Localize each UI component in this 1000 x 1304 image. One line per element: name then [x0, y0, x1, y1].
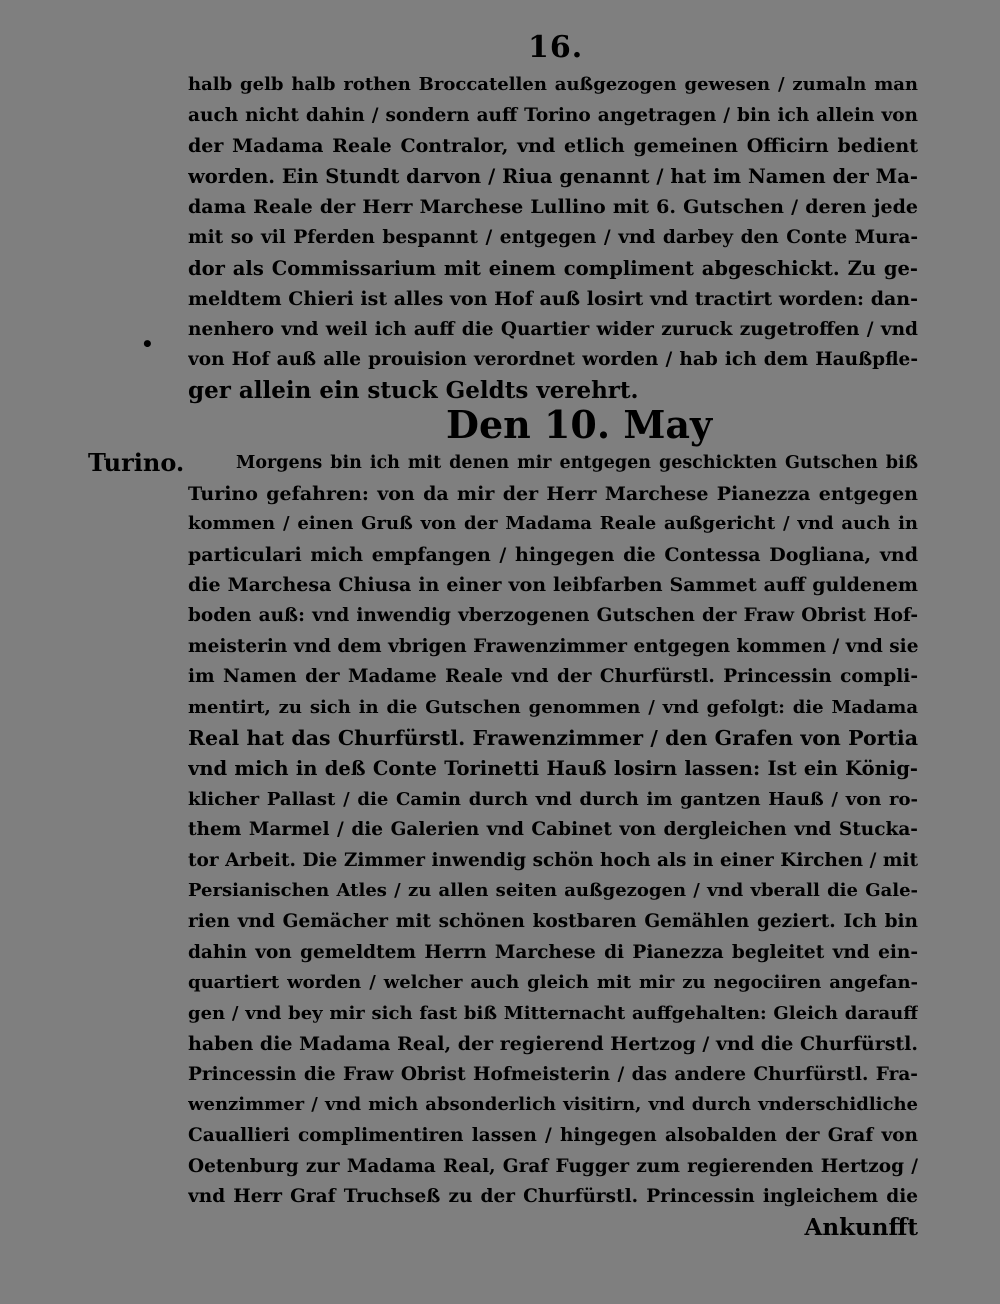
text-line: nenhero vnd weil ich auff die Quartier wider zuruck zugetroffen / vnd	[188, 318, 918, 340]
paragraph-top	[188, 70, 918, 407]
paragraph-main	[188, 448, 918, 1243]
text-line: die Marchesa Chiusa in einer von leibfarben Sammet auff guldenem	[188, 574, 918, 597]
page-number: 16.	[528, 30, 584, 65]
text-line: vnd mich in deß Conte Torinetti Hauß losirn lassen: Ist ein König-	[188, 756, 918, 780]
text-line: gen / vnd bey mir sich fast biß Mitternacht auffgehalten: Gleich darauff	[188, 1002, 918, 1024]
text-line: vnd Herr Graf Truchseß zu der Churfürstl. Princessin ingleichem die	[188, 1186, 918, 1208]
text-line: im Namen der Madame Reale vnd der Churfürstl. Princessin compli-	[188, 666, 918, 688]
text-line: wenzimmer / vnd mich absonderlich visitirn, vnd durch vnderschidliche	[188, 1094, 918, 1116]
text-line: von Hof auß alle prouision verordnet worden / hab ich dem Haußpfle-	[188, 349, 918, 371]
text-line: Morgens bin ich mit denen mir entgegen geschickten Gutschen biß	[236, 453, 918, 473]
text-line: boden auß: vnd inwendig vberzogenen Gutschen der Fraw Obrist Hof-	[188, 604, 918, 626]
text-line: tor Arbeit. Die Zimmer inwendig schön hoch als in einer Kirchen / mit	[188, 849, 918, 871]
text-line: kommen / einen Gruß von der Madama Reale außgericht / vnd auch in	[188, 513, 918, 535]
text-line: der Madama Reale Contralor, vnd etlich gemeinen Officirn bedient	[188, 135, 918, 158]
text-line: worden. Ein Stundt darvon / Riua genannt / hat im Namen der Ma-	[188, 164, 918, 188]
text-line: ger allein ein stuck Geldts verehrt.	[188, 376, 639, 404]
text-line: dahin von gemeldtem Herrn Marchese di Pianezza begleitet vnd ein-	[188, 941, 918, 963]
text-line: Turino gefahren: von da mir der Herr Marchese Pianezza entgegen	[188, 482, 918, 505]
text-line: Princessin die Fraw Obrist Hofmeisterin / das andere Churfürstl. Fra-	[188, 1063, 918, 1085]
text-line: Cauallieri complimentiren lassen / hingegen alsobalden der Graf von	[188, 1125, 918, 1147]
margin-mark: •	[141, 332, 154, 356]
text-line: them Marmel / die Galerien vnd Cabinet von dergleichen vnd Stucka-	[188, 819, 918, 841]
text-line: auch nicht dahin / sondern auff Torino angetragen / bin ich allein von	[188, 104, 918, 126]
text-line: mit so vil Pferden bespannt / entgegen / vnd darbey den Conte Mura-	[188, 226, 918, 248]
text-line: Real hat das Churfürstl. Frawenzimmer / den Grafen von Portia	[188, 726, 918, 751]
section-heading: Den 10. May	[446, 402, 713, 447]
text-line: Oetenburg zur Madama Real, Graf Fugger zum regierenden Hertzog /	[188, 1155, 918, 1177]
catchword: Ankunfft	[804, 1213, 918, 1241]
text-line: rien vnd Gemächer mit schönen kostbaren Gemählen geziert. Ich bin	[188, 910, 918, 932]
margin-note: Turino.	[88, 448, 185, 477]
text-line: haben die Madama Real, der regierend Hertzog / vnd die Churfürstl.	[188, 1033, 918, 1056]
text-line: quartiert worden / welcher auch gleich mit mir zu negociiren angefan-	[188, 972, 918, 994]
text-line: particulari mich empfangen / hingegen die Contessa Dogliana, vnd	[188, 543, 918, 566]
text-line: Persianischen Atles / zu allen seiten außgezogen / vnd vberall die Gale-	[188, 880, 918, 902]
text-line: dama Reale der Herr Marchese Lullino mit 6. Gutschen / deren jede	[188, 196, 918, 219]
text-line: meldtem Chieri ist alles von Hof auß losirt vnd tractirt worden: dan-	[188, 288, 918, 311]
text-line: mentirt, zu sich in die Gutschen genommen / vnd gefolgt: die Madama	[188, 696, 918, 718]
text-line: halb gelb halb rothen Broccatellen außgezogen gewesen / zumaln man	[188, 74, 918, 95]
text-line: dor als Commissarium mit einem compliment abgeschickt. Zu ge-	[188, 256, 918, 280]
text-line: klicher Pallast / die Camin durch vnd durch im gantzen Hauß / von ro-	[188, 788, 918, 810]
text-line: meisterin vnd dem vbrigen Frawenzimmer entgegen kommen / vnd sie	[188, 635, 918, 657]
